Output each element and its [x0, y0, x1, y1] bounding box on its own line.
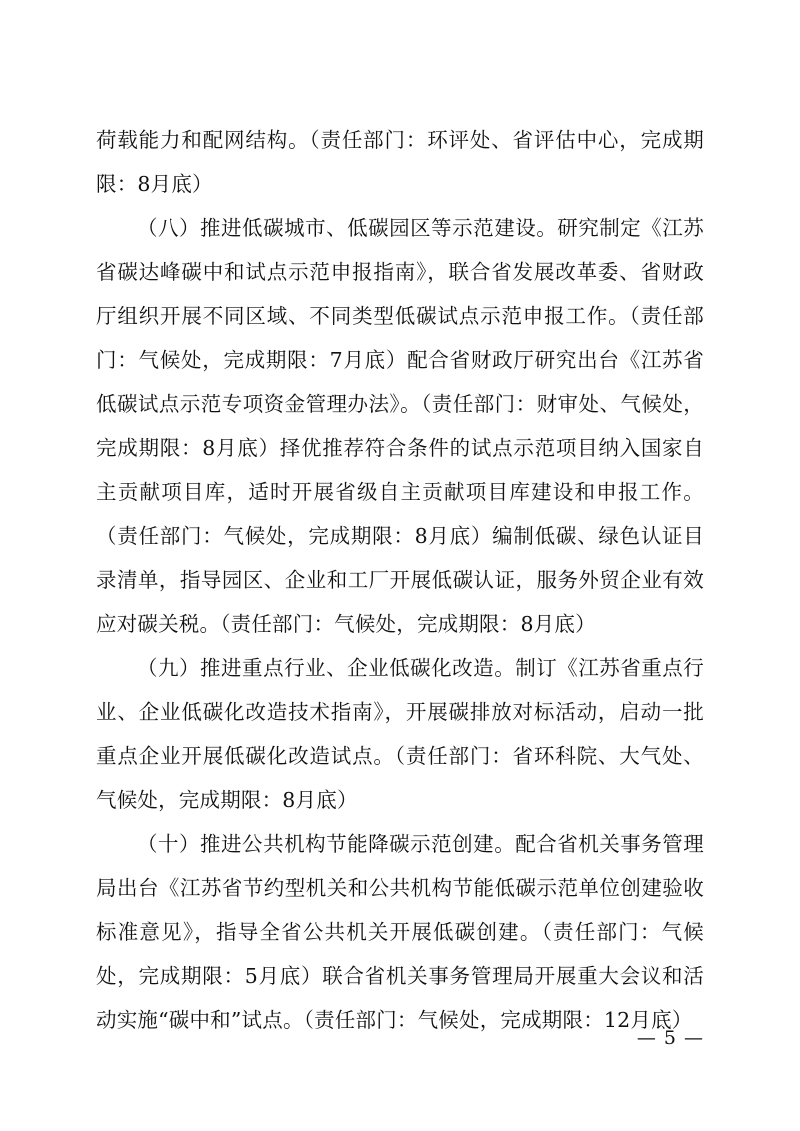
paragraph-item-ten: （十）推进公共机构节能降碳示范创建。配合省机关事务管理局出台《江苏省节约型机关和公共机构节能低碳示范单位创建验收标准意见》，指导全省公共机关开展低碳创建。（责任部门：气候处，完成期限：5月底）联合省机关事务管理局开展重大会议和活动实施“碳中和”试点。（责任部门：气候处，完成期限：12月底） [96, 832, 704, 1032]
page-number: — 5 — [636, 1027, 704, 1049]
paragraph-item-eight: （八）推进低碳城市、低碳园区等示范建设。研究制定《江苏省碳达峰碳中和试点示范申报指南》，联合省发展改革委、省财政厅组织开展不同区域、不同类型低碳试点示范申报工作。（责任部门：气候处，完成期限：7月底）配合省财政厅研究出台《江苏省低碳试点示范专项资金管理办法》。（责任部门：财审处、气候处，完成期限：8月底）择优推荐符合条件的试点示范项目纳入国家自主贡献项目库，适时开展省级自主贡献项目库建设和申报工作。（责任部门：气候处，完成期限：8月底）编制低碳、绿色认证目录清单，指导园区、企业和工厂开展低碳认证，服务外贸企业有效应对碳关税。（责任部门：气候处，完成期限：8月底） [96, 216, 704, 636]
document-body [96, 118, 704, 1042]
paragraph-item-nine: （九）推进重点行业、企业低碳化改造。制订《江苏省重点行业、企业低碳化改造技术指南》，开展碳排放对标活动，启动一批重点企业开展低碳化改造试点。（责任部门：省环科院、大气处、气候处，完成期限：8月底） [96, 656, 704, 812]
paragraph-continued: 荷载能力和配网结构。（责任部门：环评处、省评估中心，完成期限：8月底） [96, 128, 704, 196]
